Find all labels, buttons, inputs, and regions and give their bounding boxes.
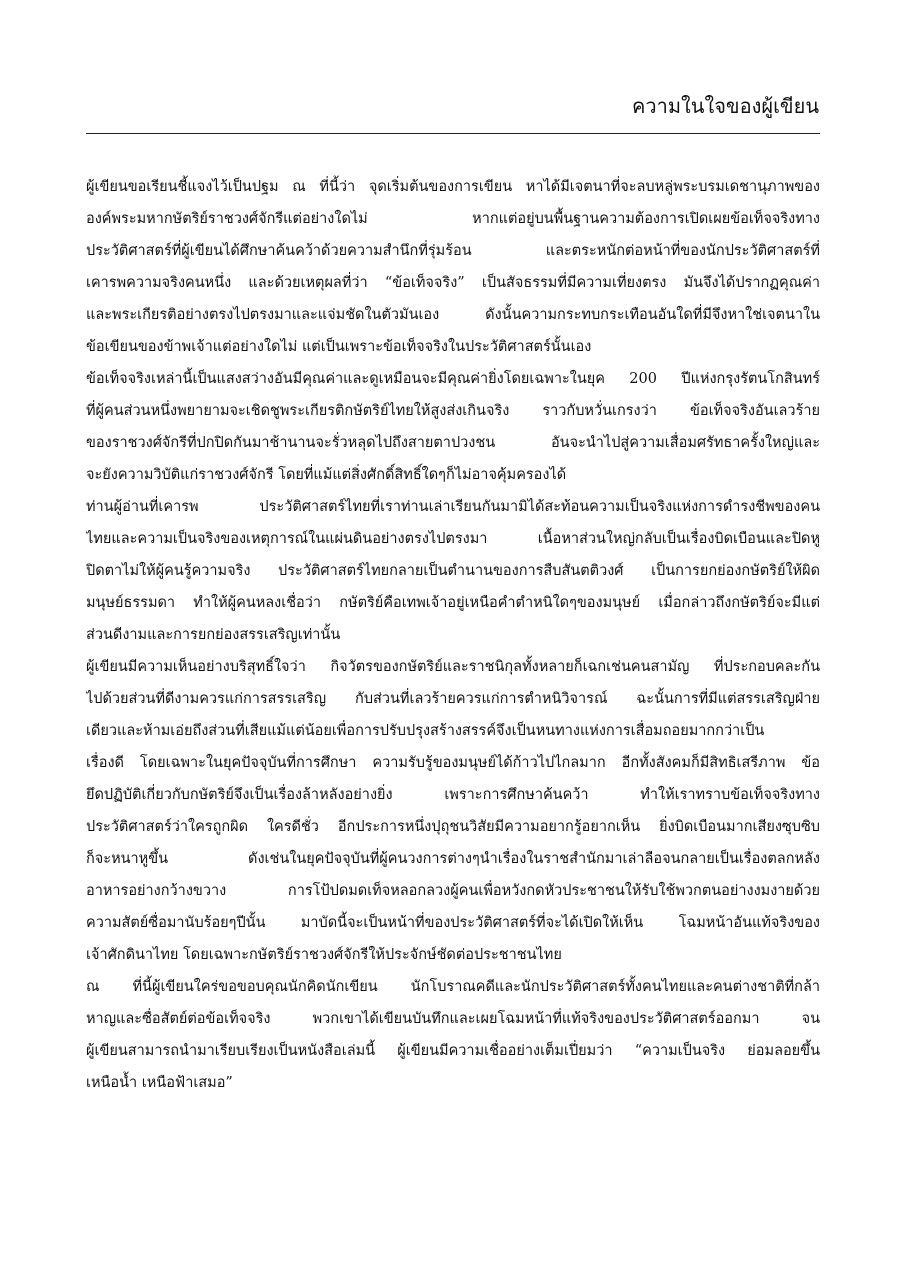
text-line: อาหารอย่างกว้างขวาง การโป้ปดมดเท็จหลอกลวงผู้คนเพื่อหวังกดหัวประชาชนให้รับใช้พวกตนอย่างงมงายด้วย bbox=[86, 883, 820, 899]
text-line: ผู้เขียนมีความเห็นอย่างบริสุทธิ์ใจว่า กิจวัตรของกษัตริย์และราชนิกุลทั้งหลายก็เฉกเช่นคนสามัญ ที่ประกอบคละกัน bbox=[86, 659, 820, 675]
text-line: ที่ผู้คนส่วนหนึ่งพยายามจะเชิดชูพระเกียรติกษัตริย์ไทยให้สูงส่งเกินจริง ราวกับหวั่นเกรงว่า ข้อเท็จจริงอันเลวร้าย bbox=[86, 403, 820, 419]
text-line: หาญและซื่อสัตย์ต่อข้อเท็จจริง พวกเขาได้เขียนบันทึกและเผยโฉมหน้าที่แท้จริงของประวัติศาสตร์ออกมา จน bbox=[86, 1011, 820, 1027]
paragraph-5 bbox=[86, 971, 820, 1099]
text-line: ก็จะหนาหูขึ้น ดังเช่นในยุคปัจจุบันที่ผู้คนวงการต่างๆนำเรื่องในราชสำนักมาเล่าลือจนกลายเป็นเรื่องตลกหลัง bbox=[86, 851, 820, 867]
header-divider bbox=[86, 133, 820, 134]
text-line: ณ ที่นี้ผู้เขียนใคร่ขอขอบคุณนักคิดนักเขียน นักโบราณคดีและนักประวัติศาสตร์ทั้งคนไทยและคนต่างชาติที่กล้า bbox=[86, 979, 820, 995]
text-line: ยึดปฏิบัติเกี่ยวกับกษัตริย์จึงเป็นเรื่องล้าหลังอย่างยิ่ง เพราะการศึกษาค้นคว้า ทำให้เราทราบข้อเท็จจริงทาง bbox=[86, 787, 820, 803]
text-line: ของราชวงศ์จักรีที่ปกปิดกันมาช้านานจะรั่วหลุดไปถึงสายตาปวงชน อันจะนำไปสู่ความเสื่อมศรัทธาครั้งใหญ่และ bbox=[86, 435, 820, 451]
text-line: องค์พระมหากษัตริย์ราชวงศ์จักรีแต่อย่างใดไม่ หากแต่อยู่บนพื้นฐานความต้องการเปิดเผยข้อเท็จจริงทาง bbox=[86, 211, 820, 227]
body-text bbox=[86, 171, 820, 1099]
paragraph-1 bbox=[86, 171, 820, 363]
paragraph-2 bbox=[86, 363, 820, 491]
text-line: ไปด้วยส่วนที่ดีงามควรแก่การสรรเสริญ กับส่วนที่เลวร้ายควรแก่การตำหนิวิจารณ์ ฉะนั้นการที่มีแต่สรรเสริญฝ่าย bbox=[86, 691, 820, 707]
text-line: ข้อเขียนของข้าพเจ้าแต่อย่างใดไม่ แต่เป็นเพราะข้อเท็จจริงในประวัติศาสตร์นั้นเอง bbox=[86, 339, 592, 355]
text-line: ผู้เขียนสามารถนำมาเรียบเรียงเป็นหนังสือเล่มนี้ ผู้เขียนมีความเชื่ออย่างเต็มเปี่ยมว่า “ความเป็นจริง ย่อมลอยขึ้น bbox=[86, 1043, 820, 1059]
text-line: จะยังความวิบัติแก่ราชวงศ์จักรี โดยที่แม้แต่สิ่งศักดิ์สิทธิ์ใดๆก็ไม่อาจคุ้มครองได้ bbox=[86, 467, 567, 483]
text-line: มนุษย์ธรรมดา ทำให้ผู้คนหลงเชื่อว่า กษัตริย์คือเทพเจ้าอยู่เหนือคำตำหนิใดๆของมนุษย์ เมื่อกล่าวถึงกษัตริย์จะมีแต่ bbox=[86, 595, 820, 611]
text-line: เรื่องดี โดยเฉพาะในยุคปัจจุบันที่การศึกษา ความรับรู้ของมนุษย์ได้ก้าวไปไกลมาก อีกทั้งสังคมก็มีสิทธิเสรีภาพ ข้อ bbox=[86, 755, 820, 771]
text-line: เคารพความจริงคนหนึ่ง และด้วยเหตุผลที่ว่า “ข้อเท็จจริง” เป็นสัจธรรมที่มีความเที่ยงตรง มันจึงได้ปรากฏคุณค่า bbox=[86, 275, 820, 291]
text-line: เหนือน้ำ เหนือฟ้าเสมอ” bbox=[86, 1075, 233, 1091]
text-line: ไทยและความเป็นจริงของเหตุการณ์ในแผ่นดินอย่างตรงไปตรงมา เนื้อหาส่วนใหญ่กลับเป็นเรื่องบิดเบือนและปิดหู bbox=[86, 531, 820, 547]
paragraph-3 bbox=[86, 491, 820, 651]
text-line: และพระเกียรติอย่างตรงไปตรงมาและแจ่มชัดในตัวมันเอง ดังนั้นความกระทบกระเทือนอันใดที่มีจึงหาใช่เจตนาใน bbox=[86, 307, 820, 323]
text-line: เดียวและห้ามเอ่ยถึงส่วนที่เสียแม้แต่น้อยเพื่อการปรับปรุงสร้างสรรค์จึงเป็นหนทางแห่งการเสื่อมถอยมากกว่าเป็น bbox=[86, 723, 765, 739]
page-title: ความในใจของผู้เขียน bbox=[631, 94, 819, 118]
text-line: ประวัติศาสตร์ว่าใครถูกผิด ใครดีชั่ว อีกประการหนึ่งปุถุชนวิสัยมีความอยากรู้อยากเห็น ยิ่งบิดเบือนมากเสียงซุบซิบ bbox=[86, 819, 820, 835]
text-line: ข้อเท็จจริงเหล่านี้เป็นแสงสว่างอันมีคุณค่าและดูเหมือนจะมีคุณค่ายิ่งโดยเฉพาะในยุค 200 ปีแห่งกรุงรัตนโกสินทร์ bbox=[86, 371, 820, 387]
paragraph-4 bbox=[86, 651, 820, 971]
text-line: ความสัตย์ซื่อมานับร้อยๆปีนั้น มาบัดนี้จะเป็นหน้าที่ของประวัติศาสตร์ที่จะได้เปิดให้เห็น โฉมหน้าอันแท้จริงของ bbox=[86, 915, 820, 931]
text-line: ท่านผู้อ่านที่เคารพ ประวัติศาสตร์ไทยที่เราท่านเล่าเรียนกันมามิได้สะท้อนความเป็นจริงแห่งการดำรงชีพของคน bbox=[86, 499, 820, 515]
text-line: เจ้าศักดินาไทย โดยเฉพาะกษัตริย์ราชวงศ์จักรีให้ประจักษ์ชัดต่อประชาชนไทย bbox=[86, 947, 562, 963]
text-line: ปิดตาไม่ให้ผู้คนรู้ความจริง ประวัติศาสตร์ไทยกลายเป็นตำนานของการสืบสันตติวงศ์ เป็นการยกย่องกษัตริย์ให้ผิด bbox=[86, 563, 820, 579]
text-line: ประวัติศาสตร์ที่ผู้เขียนได้ศึกษาค้นคว้าด้วยความสำนึกที่รุ่มร้อน และตระหนักต่อหน้าที่ของนักประวัติศาสตร์ที่ bbox=[86, 243, 820, 259]
text-line: ผู้เขียนขอเรียนชี้แจงไว้เป็นปฐม ณ ที่นี้ว่า จุดเริ่มต้นของการเขียน หาได้มีเจตนาที่จะลบหลู่พระบรมเดชานุภาพของ bbox=[86, 179, 820, 195]
text-line: ส่วนดีงามและการยกย่องสรรเสริญเท่านั้น bbox=[86, 627, 341, 643]
